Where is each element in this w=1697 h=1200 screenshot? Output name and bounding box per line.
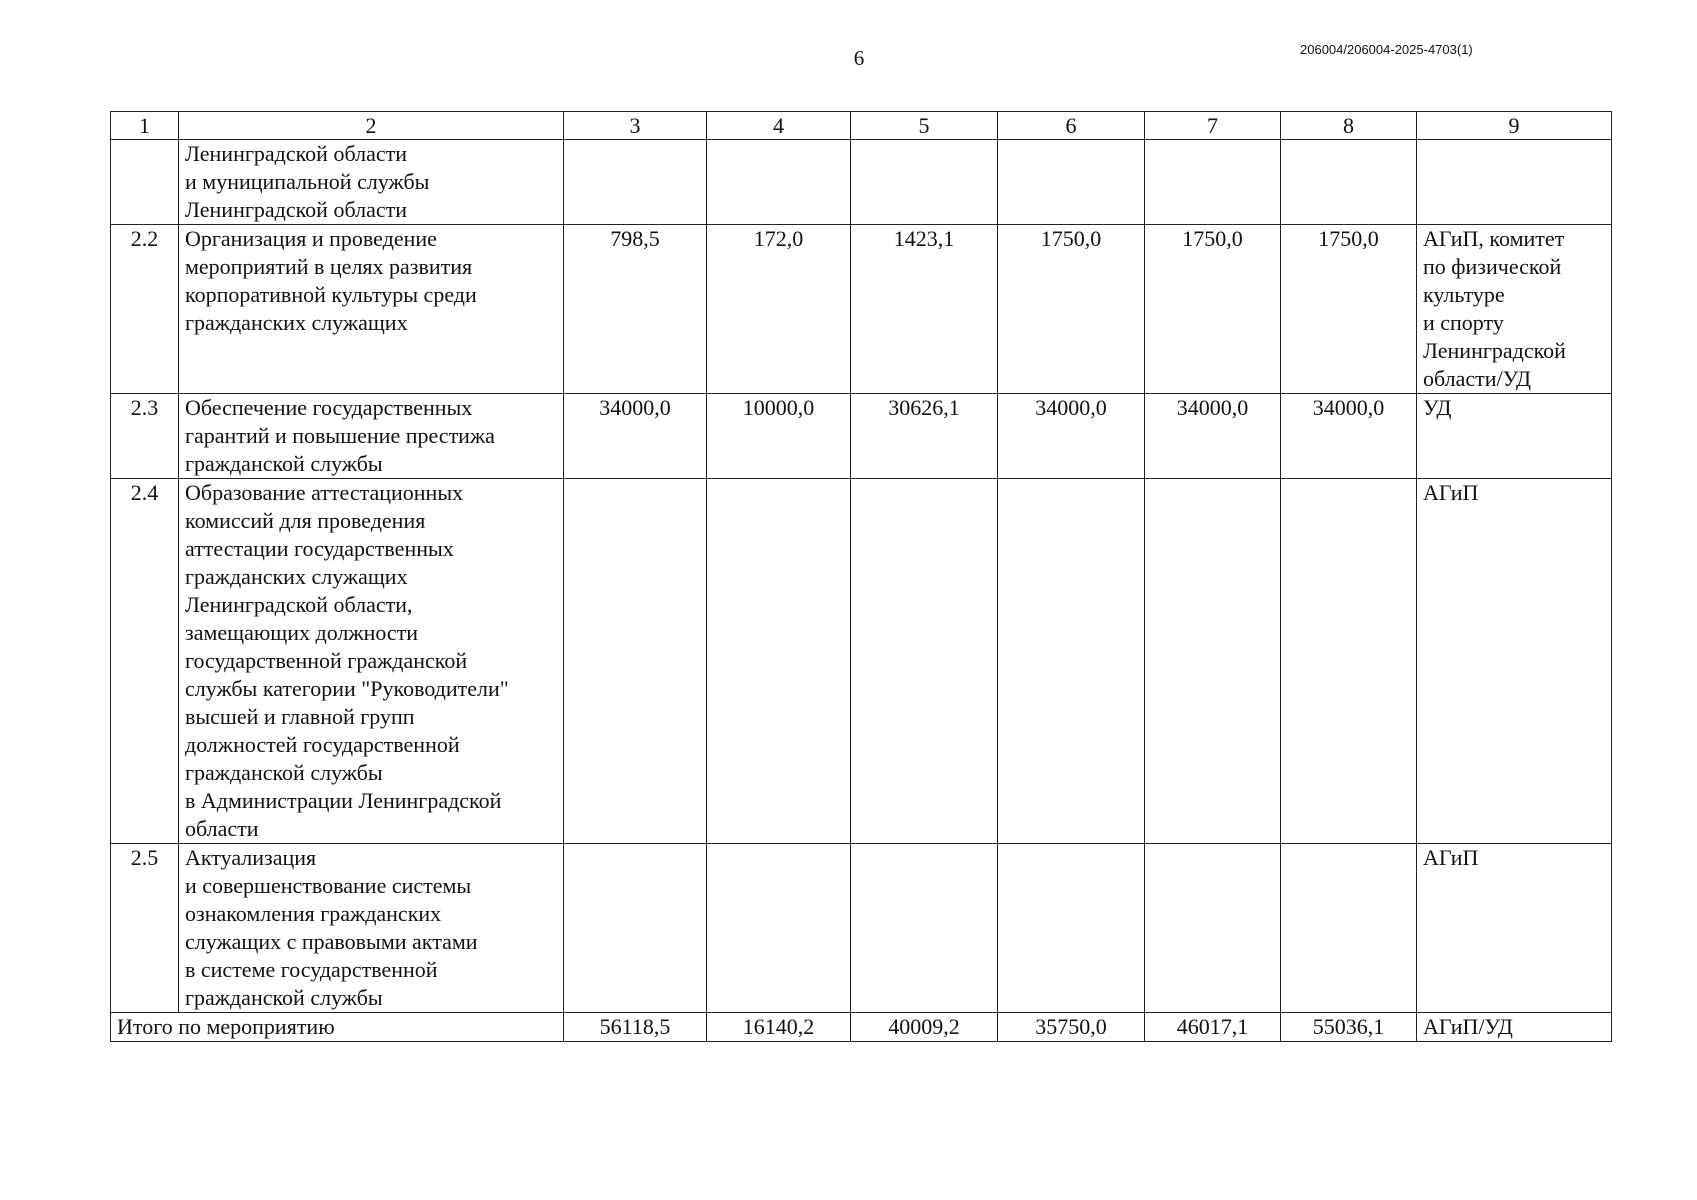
value-col-3 — [564, 844, 707, 1013]
column-header-2: 2 — [179, 112, 564, 140]
value-col-5: 30626,1 — [851, 394, 998, 479]
row-executor — [1417, 394, 1612, 479]
total-value-col-4: 16140,2 — [707, 1013, 851, 1042]
description-line: корпоративной культуры среди — [185, 282, 477, 307]
description-line: в системе государственной — [185, 957, 438, 982]
row-description — [179, 225, 564, 394]
value-col-8 — [1281, 479, 1417, 844]
executor-line: АГиП — [1423, 480, 1479, 505]
description-line: должностей государственной — [185, 732, 460, 757]
value-col-5 — [851, 479, 998, 844]
executor-line: АГиП — [1423, 845, 1479, 870]
value-col-7 — [1145, 140, 1281, 225]
description-line: области — [185, 816, 259, 841]
value-col-7 — [1145, 844, 1281, 1013]
value-col-8 — [1281, 140, 1417, 225]
row-description — [179, 394, 564, 479]
total-executor: АГиП/УД — [1417, 1013, 1612, 1042]
row-description — [179, 844, 564, 1013]
column-header-8: 8 — [1281, 112, 1417, 140]
value-col-5 — [851, 844, 998, 1013]
value-col-8: 1750,0 — [1281, 225, 1417, 394]
value-col-4: 10000,0 — [707, 394, 851, 479]
row-description — [179, 479, 564, 844]
column-header-1: 1 — [111, 112, 179, 140]
description-line: гражданской службы — [185, 985, 383, 1010]
column-header-5: 5 — [851, 112, 998, 140]
total-value-col-8: 55036,1 — [1281, 1013, 1417, 1042]
column-header-7: 7 — [1145, 112, 1281, 140]
value-col-7: 34000,0 — [1145, 394, 1281, 479]
total-value-col-5: 40009,2 — [851, 1013, 998, 1042]
description-line: замещающих должности — [185, 620, 419, 645]
row-executor — [1417, 140, 1612, 225]
description-line: Обеспечение государственных — [185, 395, 473, 420]
value-col-7: 1750,0 — [1145, 225, 1281, 394]
table-header-row — [111, 112, 1612, 140]
value-col-5 — [851, 140, 998, 225]
value-col-5: 1423,1 — [851, 225, 998, 394]
document-code: 206004/206004-2025-4703(1) — [1300, 42, 1473, 57]
description-line: ознакомления гражданских — [185, 901, 442, 926]
row-executor — [1417, 844, 1612, 1013]
activity-table — [110, 111, 1612, 1042]
description-line: гражданской службы — [185, 760, 383, 785]
row-number: 2.3 — [111, 394, 179, 479]
description-line: Организация и проведение — [185, 226, 437, 251]
description-line: Ленинградской области, — [185, 592, 413, 617]
row-executor — [1417, 225, 1612, 394]
row-number: 2.5 — [111, 844, 179, 1013]
description-line: службы категории "Руководители" — [185, 676, 509, 701]
executor-line: Ленинградской — [1423, 338, 1566, 363]
total-label: Итого по мероприятию — [111, 1013, 564, 1042]
description-line: Актуализация — [185, 845, 317, 870]
executor-line: области/УД — [1423, 366, 1532, 391]
value-col-6 — [998, 844, 1145, 1013]
description-line: и муниципальной службы — [185, 169, 430, 194]
row-description — [179, 140, 564, 225]
value-col-6 — [998, 140, 1145, 225]
value-col-4 — [707, 140, 851, 225]
value-col-4: 172,0 — [707, 225, 851, 394]
description-line: и совершенствование системы — [185, 873, 472, 898]
value-col-6 — [998, 479, 1145, 844]
description-line: государственной гражданской — [185, 648, 468, 673]
value-col-3 — [564, 140, 707, 225]
value-col-3 — [564, 479, 707, 844]
row-number: 2.2 — [111, 225, 179, 394]
value-col-6: 34000,0 — [998, 394, 1145, 479]
executor-line: по физической — [1423, 254, 1562, 279]
value-col-4 — [707, 479, 851, 844]
description-line: Ленинградской области — [185, 197, 407, 222]
description-line: Образование аттестационных — [185, 480, 464, 505]
table-row — [111, 479, 1612, 844]
value-col-8: 34000,0 — [1281, 394, 1417, 479]
executor-line: культуре — [1423, 282, 1505, 307]
description-line: комиссий для проведения — [185, 508, 426, 533]
value-col-8 — [1281, 844, 1417, 1013]
row-executor — [1417, 479, 1612, 844]
description-line: гражданских служащих — [185, 564, 408, 589]
row-number: 2.4 — [111, 479, 179, 844]
column-header-4: 4 — [707, 112, 851, 140]
description-line: мероприятий в целях развития — [185, 254, 473, 279]
table-row — [111, 394, 1612, 479]
column-header-6: 6 — [998, 112, 1145, 140]
value-col-3: 34000,0 — [564, 394, 707, 479]
executor-line: и спорту — [1423, 310, 1504, 335]
value-col-7 — [1145, 479, 1281, 844]
page-number: 6 — [853, 46, 865, 70]
table-row — [111, 225, 1612, 394]
total-value-col-6: 35750,0 — [998, 1013, 1145, 1042]
column-header-9: 9 — [1417, 112, 1612, 140]
description-line: гражданской службы — [185, 451, 383, 476]
executor-line: АГиП, комитет — [1423, 226, 1565, 251]
total-value-col-3: 56118,5 — [564, 1013, 707, 1042]
table-row — [111, 140, 1612, 225]
description-line: служащих с правовыми актами — [185, 929, 478, 954]
value-col-3: 798,5 — [564, 225, 707, 394]
description-line: аттестации государственных — [185, 536, 454, 561]
description-line: гарантий и повышение престижа — [185, 423, 495, 448]
value-col-4 — [707, 844, 851, 1013]
description-line: высшей и главной групп — [185, 704, 415, 729]
table-row — [111, 844, 1612, 1013]
column-header-3: 3 — [564, 112, 707, 140]
description-line: в Администрации Ленинградской — [185, 788, 502, 813]
total-value-col-7: 46017,1 — [1145, 1013, 1281, 1042]
executor-line: УД — [1423, 395, 1452, 420]
row-number — [111, 140, 179, 225]
table-body — [111, 112, 1612, 1042]
description-line: гражданских служащих — [185, 310, 408, 335]
description-line: Ленинградской области — [185, 141, 407, 166]
value-col-6: 1750,0 — [998, 225, 1145, 394]
total-row — [111, 1013, 1612, 1042]
